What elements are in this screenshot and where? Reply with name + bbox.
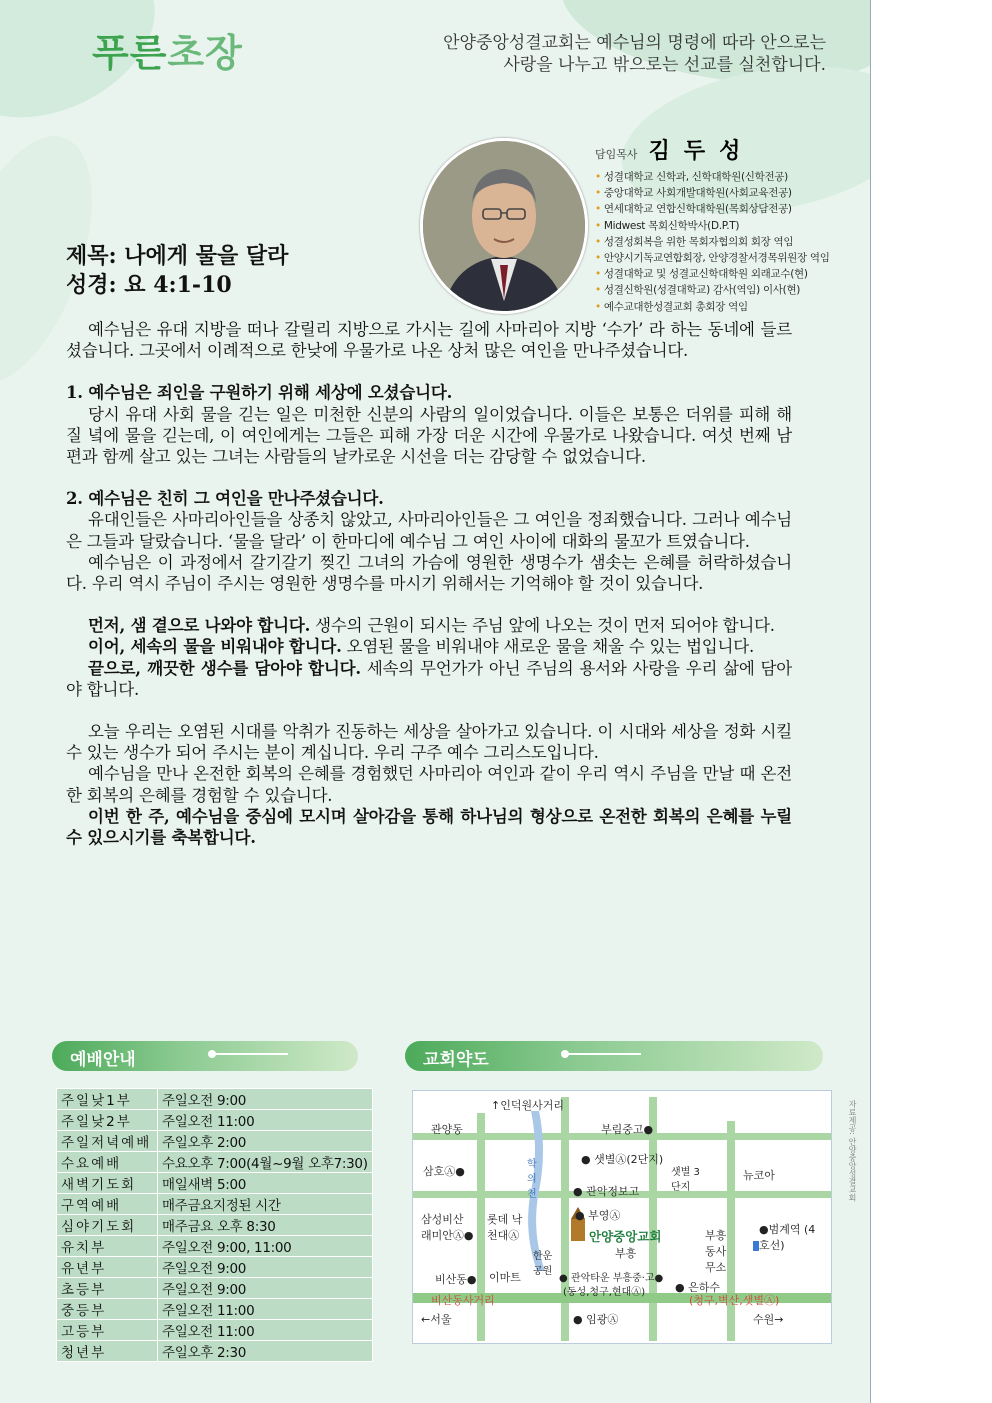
- pastor-role: 담임목사: [595, 148, 638, 161]
- service-name: 초등부: [57, 1278, 158, 1299]
- sermon-paragraph: 당시 유대 사회 물을 긷는 일은 미천한 신분의 사람의 일이었습니다. 이들은 보통은 더위를 피해 해 질 녘에 물을 긷는데, 이 여인에게는 그들은 피해 가장 더운 시간에 우물가로 나왔습니다. 여섯 번째 남편과 함께 살고 있는 그녀는 사람들의 날카로운 시선을 더는 감당할 수 없었습니다.: [66, 404, 792, 467]
- map-label: 학의천: [527, 1159, 537, 1200]
- church-location-map: [412, 1090, 832, 1344]
- credential-item: • 성결대학교 신학과, 신학대학원(신학전공): [595, 171, 788, 183]
- schedule-row: [57, 1110, 373, 1131]
- pastor-photo: [420, 138, 588, 314]
- service-name: 수요예배: [57, 1152, 158, 1173]
- service-time: 주일오전 11:00: [158, 1110, 373, 1131]
- service-name: 고등부: [57, 1320, 158, 1341]
- sermon-paragraph: 유대인들은 사마리아인들을 상종치 않았고, 사마리아인들은 그 여인을 정죄했습니다. 그러나 예수님은 그들과 달랐습니다. ‘물을 달라’ 이 한마디에 예수님 그 여인 사이에 대화의 물꼬가 트였습니다.: [66, 510, 792, 551]
- band-knob-icon: [565, 1053, 641, 1055]
- map-label: 부흥: [615, 1247, 637, 1260]
- service-name: 청년부: [57, 1341, 158, 1362]
- service-name: 유치부: [57, 1236, 158, 1257]
- schedule-row: [57, 1131, 373, 1152]
- bullet-icon: •: [595, 219, 601, 232]
- sermon-step: 먼저, 샘 곁으로 나와야 합니다. 생수의 근원이 되시는 주님 앞에 나오는 것이 먼저 되어야 합니다.: [88, 616, 775, 636]
- schedule-row: [57, 1173, 373, 1194]
- schedule-row: [57, 1194, 373, 1215]
- credential-item: • 안양시기독교연합회장, 안양경찰서경목위원장 역임: [595, 252, 830, 265]
- map-credit: 자료제공: 안양중앙성결교회: [848, 1100, 857, 1202]
- bullet-icon: •: [595, 268, 601, 281]
- map-label: (동성,청구,현대Ⓐ): [563, 1287, 646, 1298]
- worship-schedule-table: [56, 1088, 373, 1362]
- map-label: 샛별 3단지: [671, 1167, 700, 1193]
- sermon-step: 끝으로, 깨끗한 생수를 담아야 합니다. 세속의 무언가가 아닌 주님의 용서와 사랑을 우리 삶에 담아야 합니다.: [66, 658, 792, 699]
- schedule-row: [57, 1089, 373, 1110]
- service-name: 주일낮1부: [57, 1089, 158, 1110]
- schedule-row: [57, 1299, 373, 1320]
- sermon-step: 이어, 세속의 물을 비워내야 합니다. 오염된 물을 비워내야 새로운 물을 채울 수 있는 법입니다.: [88, 637, 755, 657]
- sermon-blessing: 이번 한 주, 예수님을 중심에 모시며 살아감을 통해 하나님의 형상으로 온전한 회복의 은혜를 누릴 수 있으시기를 축복합니다.: [66, 806, 792, 848]
- schedule-row: [57, 1341, 373, 1362]
- schedule-row: [57, 1320, 373, 1341]
- brand-part2: 초장: [167, 31, 243, 75]
- map-label: ● 샛별Ⓐ(2단지): [581, 1153, 664, 1166]
- service-time: 수요오후 7:00(4월~9월 오후7:30): [158, 1152, 373, 1173]
- pastor-name: 김두성: [648, 138, 755, 164]
- sermon-paragraph: 오늘 우리는 오염된 시대를 악취가 진동하는 세상을 살아가고 있습니다. 이 시대와 세상을 정화 시킬 수 있는 생수가 되어 주시는 분이 계십니다. 우리 구주 예수 그리스도입니다.: [66, 722, 792, 763]
- map-label: 부흥 동사 무소: [705, 1229, 727, 1274]
- map-label: 부림중고●: [601, 1123, 654, 1136]
- service-name: 주일저녁예배: [57, 1131, 158, 1152]
- map-heading-band: [405, 1041, 823, 1071]
- service-time: 매주금요지정된 시간: [158, 1194, 373, 1215]
- bullet-icon: •: [595, 252, 601, 265]
- service-name: 구역예배: [57, 1194, 158, 1215]
- church-map-label: 안양중앙교회: [589, 1229, 662, 1244]
- credential-item: • 성결신학원(성결대학교) 감사(역임) 이사(현): [595, 284, 801, 297]
- schedule-row: [57, 1278, 373, 1299]
- service-time: 주일오전 9:00: [158, 1089, 373, 1110]
- band-knob-icon: [212, 1053, 288, 1055]
- sermon-paragraph: 예수님은 유대 지방을 떠나 갈릴리 지방으로 가시는 길에 사마리아 지방 ‘수가’ 라 하는 동네에 들르셨습니다. 그곳에서 이례적으로 한낮에 우물가로 나온 상처 많은 여인을 만나주셨습니다.: [66, 320, 792, 361]
- map-label: ● 관악타운 부흥중·고●: [559, 1273, 664, 1284]
- service-time: 주일오전 9:00, 11:00: [158, 1236, 373, 1257]
- sermon-point-heading: 2. 예수님은 친히 그 여인을 만나주셨습니다.: [66, 489, 384, 509]
- service-time: 매일새벽 5:00: [158, 1173, 373, 1194]
- map-label: 삼성비산 래미안Ⓐ●: [421, 1213, 474, 1242]
- sermon-paragraph: 예수님은 이 과정에서 갈기갈기 찢긴 그녀의 가슴에 영원한 생명수가 샘솟는 은혜를 허락하셨습니다. 우리 역시 주님이 주시는 영원한 생명수를 마시기 위해서는 기억해야 할 것이 있습니다.: [66, 552, 792, 594]
- sermon-header: [66, 242, 288, 300]
- service-time: 주일오후 2:00: [158, 1131, 373, 1152]
- map-label: 수원→: [753, 1313, 784, 1326]
- map-label: 비산동사거리: [431, 1294, 495, 1307]
- schedule-row: [57, 1215, 373, 1236]
- pastor-profile: [595, 134, 865, 315]
- brand-part1: 푸른: [92, 31, 168, 75]
- newsletter-title: [92, 22, 243, 77]
- church-slogan: [406, 32, 826, 76]
- service-time: 주일오전 11:00: [158, 1320, 373, 1341]
- pastor-portrait-image: [423, 141, 585, 311]
- service-time: 주일오전 11:00: [158, 1299, 373, 1320]
- sermon-body: [66, 319, 792, 848]
- slogan-line: 사랑을 나누고 밖으로는 선교를 실천합니다.: [503, 55, 826, 75]
- map-label: ● 관악정보고: [573, 1185, 640, 1198]
- credential-item: • 성결성회복을 위한 목회자협의회 회장 역임: [595, 235, 794, 248]
- service-time: 주일오전 9:00: [158, 1257, 373, 1278]
- map-label: ●범계역 (4호선): [759, 1223, 816, 1252]
- schedule-row: [57, 1257, 373, 1278]
- map-label: ● 임광Ⓐ: [573, 1313, 619, 1326]
- credential-item: • 성결대학교 및 성결교신학대학원 외래교수(현): [595, 268, 808, 281]
- bullet-icon: •: [595, 235, 601, 248]
- map-label: 삼호Ⓐ●: [423, 1165, 465, 1178]
- map-label: (청구,벽산,샛별Ⓐ): [689, 1294, 780, 1307]
- map-label: ● 부영Ⓐ: [575, 1209, 621, 1222]
- map-label: ● 은하수: [675, 1281, 720, 1294]
- service-name: 중등부: [57, 1299, 158, 1320]
- credential-item: • 중앙대학교 사회개발대학원(사회교육전공): [595, 187, 792, 200]
- map-label: 비산동●: [435, 1273, 477, 1286]
- bullet-icon: •: [595, 187, 601, 200]
- credential-item: • 연세대학교 연합신학대학원(목회상담전공): [595, 203, 792, 216]
- bullet-icon: •: [595, 284, 601, 297]
- service-time: 주일오후 2:30: [158, 1341, 373, 1362]
- service-name: 심야기도회: [57, 1215, 158, 1236]
- service-name: 주일낮2부: [57, 1110, 158, 1131]
- sermon-point-heading: 1. 예수님은 죄인을 구원하기 위해 세상에 오셨습니다.: [66, 383, 453, 403]
- map-heading: 교회약도: [423, 1050, 489, 1070]
- map-label: 이마트: [489, 1271, 521, 1284]
- credential-item: • Midwest 목회신학박사(D.P.T): [595, 219, 740, 232]
- schedule-row: [57, 1152, 373, 1173]
- map-label: 한운 공원: [533, 1251, 553, 1277]
- map-label: ↑인덕원사거리: [491, 1099, 564, 1112]
- sermon-title: 제목: 나에게 물을 달라: [66, 243, 289, 269]
- map-label: 뉴코아: [743, 1169, 775, 1182]
- slogan-line: 안양중앙성결교회는 예수님의 명령에 따라 안으로는: [443, 33, 826, 53]
- credential-item: • 예수교대한성결교회 총회장 역임: [595, 300, 748, 313]
- worship-heading: 예배안내: [70, 1050, 136, 1070]
- sermon-paragraph: 예수님을 만나 온전한 회복의 은혜를 경험했던 사마리아 여인과 같이 우리 역시 주님을 만날 때 온전한 회복의 은혜를 경험할 수 있습니다.: [66, 764, 792, 805]
- worship-heading-band: [52, 1041, 358, 1071]
- bullet-icon: •: [595, 203, 601, 216]
- schedule-row: [57, 1236, 373, 1257]
- service-name: 유년부: [57, 1257, 158, 1278]
- map-label: 관양동: [431, 1123, 463, 1136]
- bullet-icon: •: [595, 300, 601, 313]
- service-time: 매주금요 오후 8:30: [158, 1215, 373, 1236]
- sermon-scripture: 성경: 요 4:1-10: [66, 272, 232, 298]
- map-label: ←서울: [421, 1313, 452, 1326]
- service-time: 주일오전 9:00: [158, 1278, 373, 1299]
- map-label: 롯데 낙천대Ⓐ: [487, 1213, 523, 1242]
- bullet-icon: •: [595, 171, 601, 183]
- service-name: 새벽기도회: [57, 1173, 158, 1194]
- pastor-credentials: [595, 169, 865, 315]
